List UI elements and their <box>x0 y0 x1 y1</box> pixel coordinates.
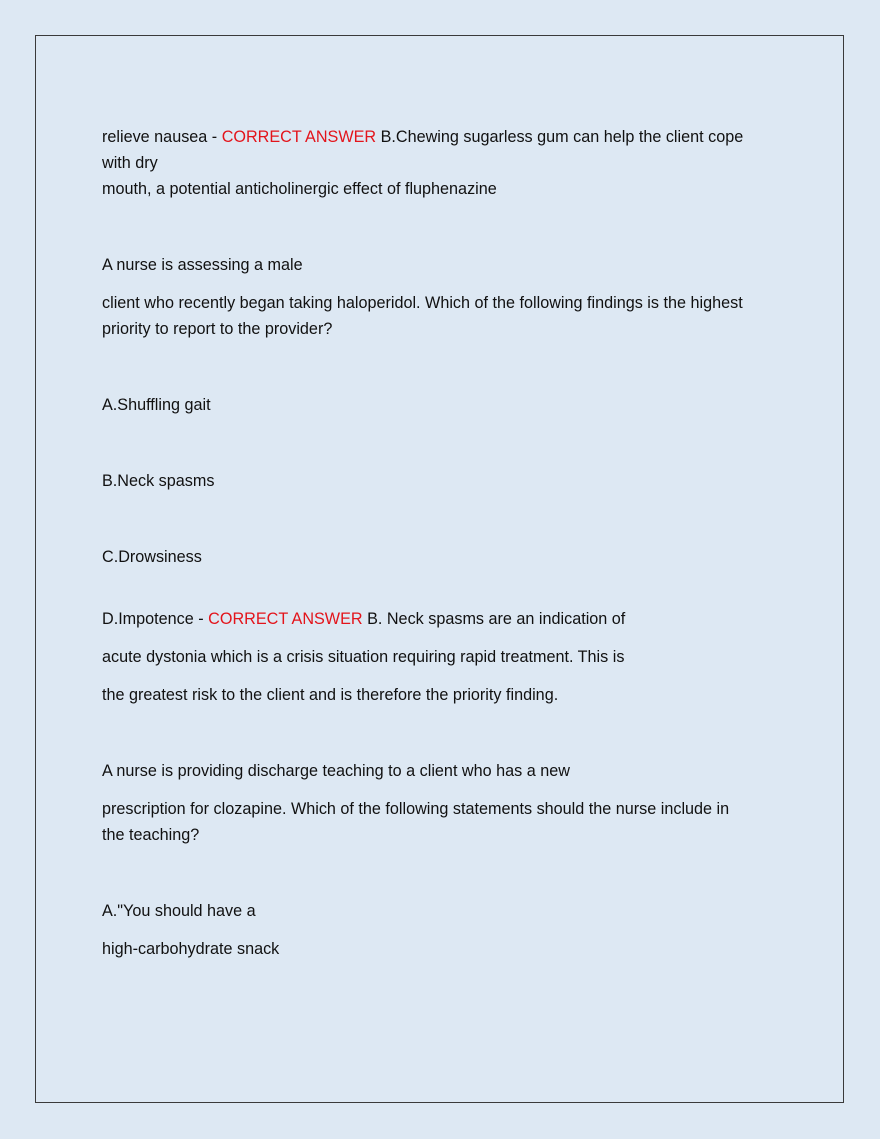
q2-stem-line1: A nurse is assessing a male <box>102 256 303 274</box>
q2-option-a: A.Shuffling gait <box>102 396 211 414</box>
q2-rationale-line3: the greatest risk to the client and is therefore the priority finding. <box>102 686 559 704</box>
q3-stem-text: prescription for clozapine. Which of the following statements should the nurse include in <box>102 800 730 818</box>
answer-text: B.Chewing sugarless gum can help the client cope with dry <box>102 128 744 172</box>
q2-option-b: B.Neck spasms <box>102 472 215 490</box>
q3-stem-line1: A nurse is providing discharge teaching to a client who has a new <box>102 762 570 780</box>
option-text: D.Impotence - <box>102 610 209 628</box>
option-text: relieve nausea - <box>102 128 222 146</box>
answer-continued: mouth, a potential anticholinergic effect of fluphenazine <box>102 180 497 198</box>
q3-option-a-line1: A."You should have a <box>102 902 256 920</box>
q2-rationale-line2: acute dystonia which is a crisis situation requiring rapid treatment. This is <box>102 648 625 666</box>
q3-option-a-line2: high-carbohydrate snack <box>102 940 280 958</box>
document-body <box>102 124 767 962</box>
q3-stem-line2 <box>102 796 767 848</box>
q2-option-c: C.Drowsiness <box>102 548 202 566</box>
q2-option-d <box>102 606 767 632</box>
correct-answer-label: CORRECT ANSWER <box>208 610 363 628</box>
q3-stem-text-continued: the teaching? <box>102 826 200 844</box>
q1-answer-paragraph <box>102 124 767 202</box>
correct-answer-label: CORRECT ANSWER <box>221 128 377 146</box>
q2-stem-line2: client who recently began taking haloperidol. Which of the following findings is the highest priority to report to the provider? <box>102 294 743 338</box>
answer-text: B. Neck spasms are an indication of <box>367 610 626 628</box>
